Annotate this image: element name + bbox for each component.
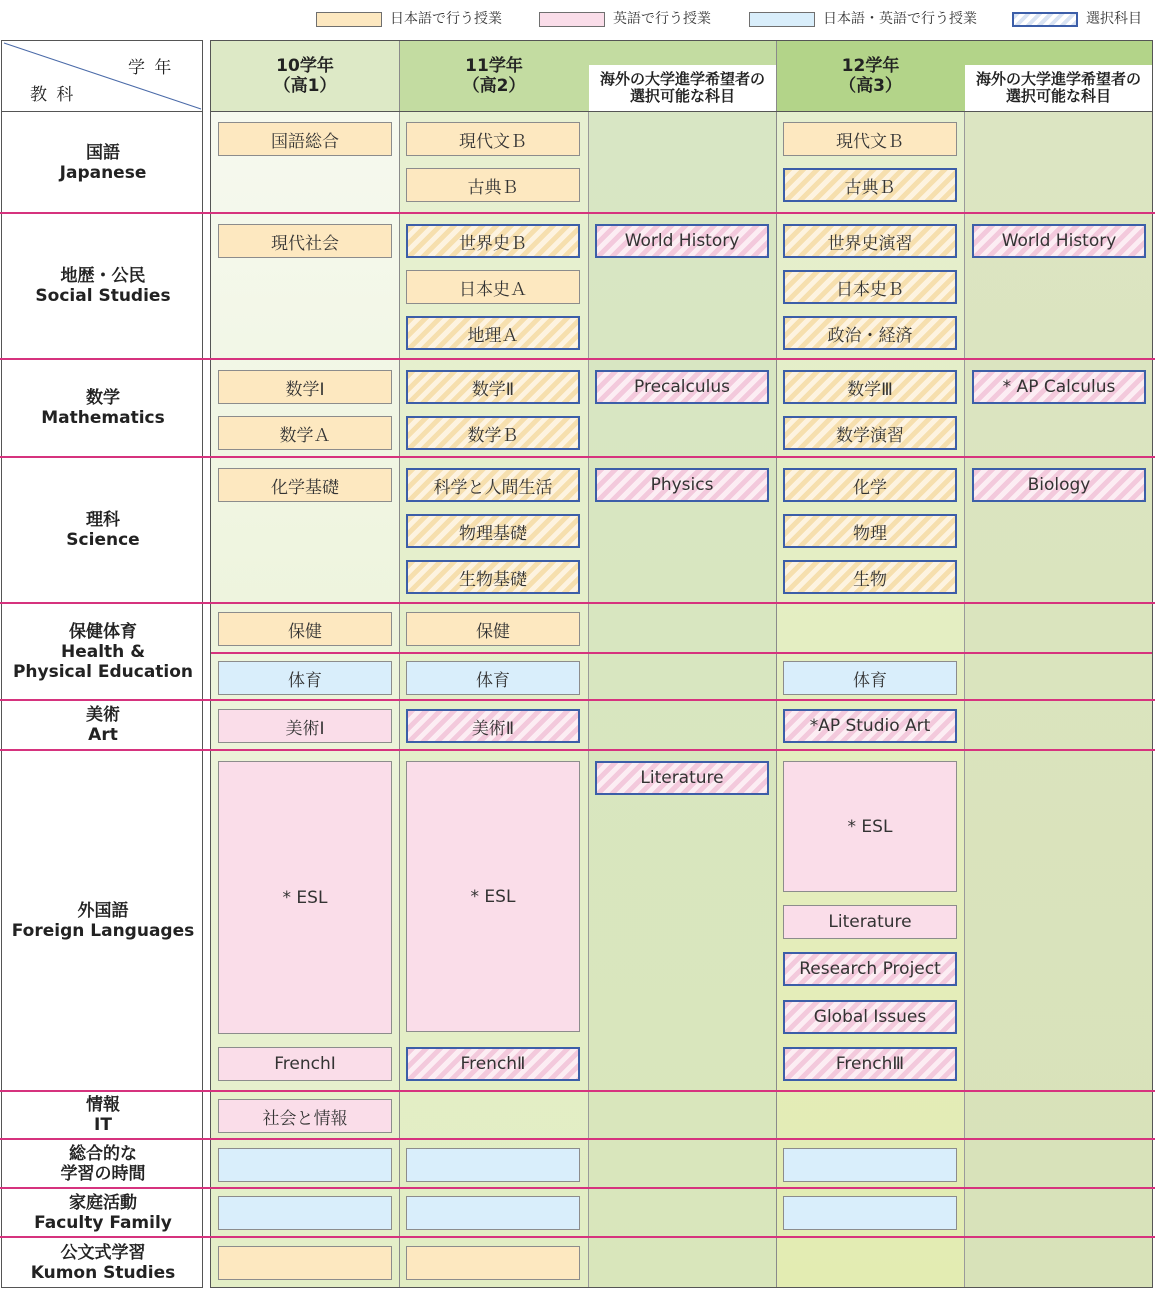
course-esl-12: * ESL (783, 761, 957, 892)
course-bijutsu-2: 美術Ⅱ (406, 709, 580, 743)
course-gendaibun-b-12: 現代文Ｂ (783, 122, 957, 156)
course-nihonshi-a: 日本史Ａ (406, 270, 580, 304)
course-math-1: 数学Ⅰ (218, 370, 392, 404)
course-precalculus: Precalculus (595, 370, 769, 404)
course-gendai-shakai: 現代社会 (218, 224, 392, 258)
subject-kumon: 公文式学習 Kumon Studies (30, 1242, 176, 1283)
legend-swatch-japanese (316, 12, 382, 27)
course-seibutsu-kiso: 生物基礎 (406, 560, 580, 594)
course-taiiku-12: 体育 (783, 661, 957, 695)
header-line (2, 111, 203, 112)
subject-art: 美術 Art (86, 705, 120, 745)
row-sep (211, 652, 1152, 654)
course-global-issues: Global Issues (783, 1000, 957, 1034)
course-esl-11: * ESL (406, 761, 580, 1032)
header-grade-10: 10学年 （高1） (273, 56, 337, 96)
course-ap-calculus: * AP Calculus (972, 370, 1146, 404)
header-abroad-11: 海外の大学進学希望者の 選択可能な科目 (589, 65, 776, 111)
header-line (211, 111, 1152, 112)
course-kagaku-kiso: 化学基礎 (218, 468, 392, 502)
course-math-3: 数学Ⅲ (783, 370, 957, 404)
course-kumon-10 (218, 1246, 392, 1280)
course-koten-b-11: 古典Ｂ (406, 168, 580, 202)
course-butsuri: 物理 (783, 514, 957, 548)
course-chiri-a: 地理Ａ (406, 316, 580, 350)
course-esl-10: * ESL (218, 761, 392, 1034)
course-shakai-to-joho: 社会と情報 (218, 1099, 392, 1133)
legend-label-japanese: 日本語で行う授業 (390, 11, 502, 27)
course-math-b: 数学Ｂ (406, 416, 580, 450)
course-math-a: 数学Ａ (218, 416, 392, 450)
course-research-project: Research Project (783, 952, 957, 986)
course-kokugo-sogo: 国語総合 (218, 122, 392, 156)
course-kagaku: 化学 (783, 468, 957, 502)
course-taiiku-10: 体育 (218, 661, 392, 695)
course-seiji-keizai: 政治・経済 (783, 316, 957, 350)
course-sekaishi-enshu: 世界史演習 (783, 224, 957, 258)
subject-japanese: 国語 Japanese (59, 142, 147, 183)
course-taiiku-11: 体育 (406, 661, 580, 695)
course-nihonshi-b: 日本史Ｂ (783, 270, 957, 304)
course-butsuri-kiso: 物理基礎 (406, 514, 580, 548)
course-french-1: FrenchⅠ (218, 1047, 392, 1081)
header-grade-12: 12学年 （高3） (839, 56, 902, 96)
course-physics: Physics (595, 468, 769, 502)
course-world-history-11: World History (595, 224, 769, 258)
course-french-3: FrenchⅢ (783, 1047, 957, 1081)
legend-label-english: 英語で行う授業 (613, 11, 711, 27)
subject-health-pe: 保健体育 Health & Physical Education (12, 621, 194, 682)
legend-swatch-elective (1012, 12, 1078, 27)
course-bijutsu-1: 美術Ⅰ (218, 709, 392, 743)
course-kagaku-to-ningen: 科学と人間生活 (406, 468, 580, 502)
course-math-enshu: 数学演習 (783, 416, 957, 450)
legend-swatch-english (539, 12, 605, 27)
subject-science: 理科 Science (66, 510, 140, 550)
legend-label-both: 日本語・英語で行う授業 (823, 11, 977, 27)
course-katei-11 (406, 1196, 580, 1230)
course-kumon-11 (406, 1246, 580, 1280)
course-sogo-11 (406, 1148, 580, 1182)
course-sogo-12 (783, 1148, 957, 1182)
subject-integrated-study: 総合的な 学習の時間 (60, 1143, 146, 1184)
course-katei-12 (783, 1196, 957, 1230)
course-math-2: 数学Ⅱ (406, 370, 580, 404)
subject-social-studies: 地歴・公民 Social Studies (35, 266, 171, 306)
header-grade-11: 11学年 （高2） (462, 56, 526, 96)
course-biology: Biology (972, 468, 1146, 502)
col-sep (399, 41, 400, 1287)
corner-subject-label: 教 科 (30, 85, 76, 105)
course-literature-11: Literature (595, 761, 769, 795)
legend-swatch-both (749, 12, 815, 27)
course-hoken-11: 保健 (406, 612, 580, 646)
subject-foreign-languages: 外国語 Foreign Languages (11, 900, 195, 941)
course-seibutsu: 生物 (783, 560, 957, 594)
course-sekaishi-b: 世界史Ｂ (406, 224, 580, 258)
course-gendaibun-b-11: 現代文Ｂ (406, 122, 580, 156)
corner-grade-label: 学 年 (128, 58, 174, 78)
subject-family-activity: 家庭活動 Faculty Family (34, 1192, 172, 1233)
course-literature-12: Literature (783, 905, 957, 939)
course-koten-b-12: 古典Ｂ (783, 168, 957, 202)
header-abroad-12: 海外の大学進学希望者の 選択可能な科目 (965, 65, 1152, 111)
course-hoken-10: 保健 (218, 612, 392, 646)
subject-mathematics: 数学 Mathematics (41, 388, 165, 428)
subject-it: 情報 IT (86, 1095, 120, 1135)
col-sep (776, 41, 777, 1287)
course-ap-studio-art: *AP Studio Art (783, 709, 957, 743)
course-katei-10 (218, 1196, 392, 1230)
legend-label-elective: 選択科目 (1086, 11, 1142, 27)
course-sogo-10 (218, 1148, 392, 1182)
course-french-2: FrenchⅡ (406, 1047, 580, 1081)
course-world-history-12: World History (972, 224, 1146, 258)
